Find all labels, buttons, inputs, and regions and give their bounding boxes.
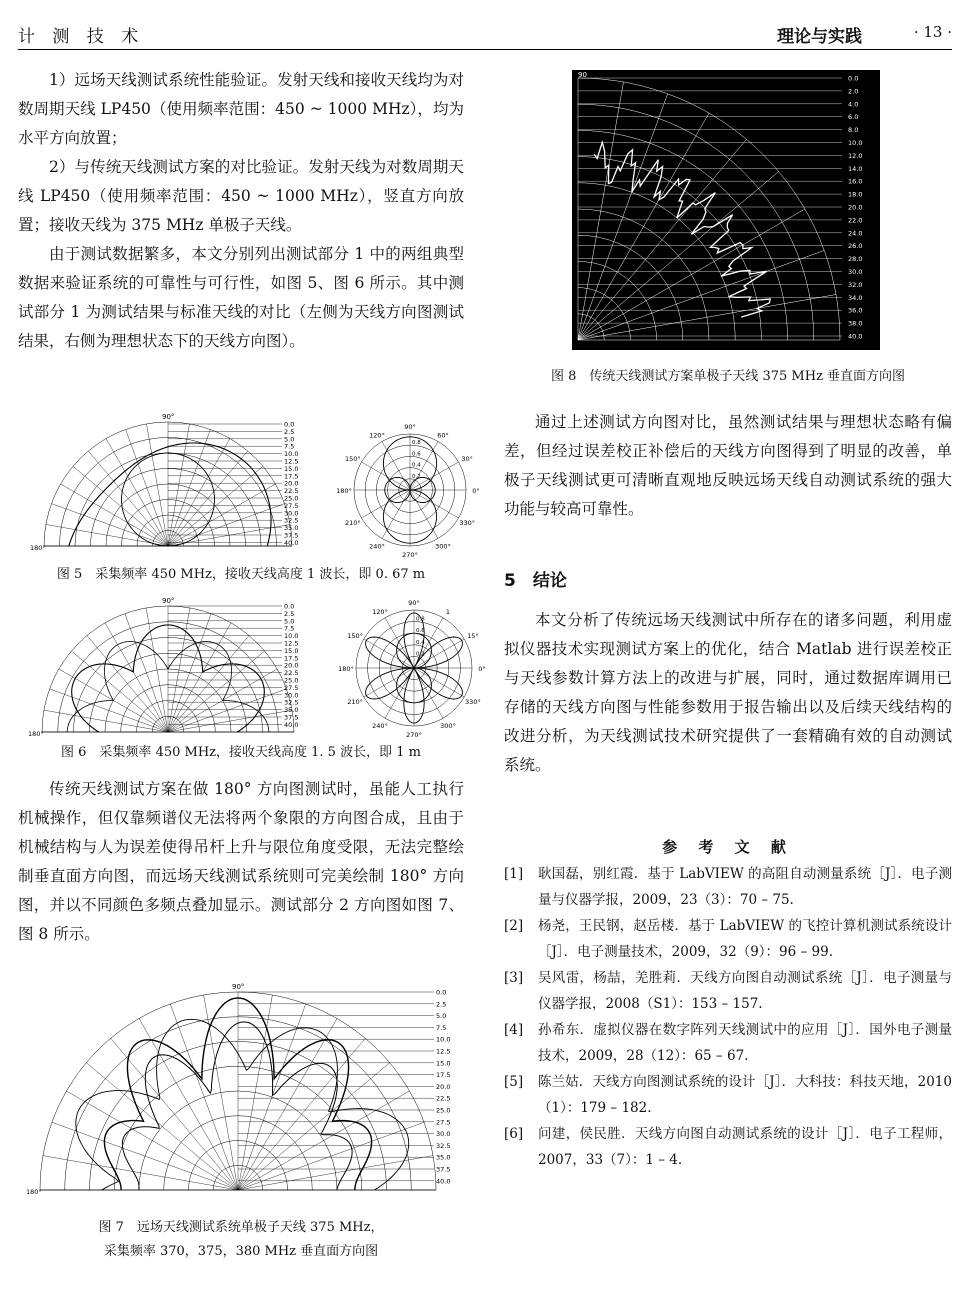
- page-number: · 13 ·: [913, 23, 952, 41]
- reference-number: [2]: [504, 918, 524, 934]
- scale-tick-label: 36.0: [848, 306, 863, 315]
- scale-tick-label: 10.0: [284, 632, 299, 641]
- scale-tick-label: 12.5: [436, 1047, 451, 1056]
- reference-text: 陈兰姑．天线方向图测试系统的设计［J］．大科技：科技天地，2010（1）：179 – 182.: [538, 1074, 952, 1116]
- left-column-top: [18, 66, 464, 356]
- scale-tick-label: 0.0: [284, 602, 295, 611]
- polar-angle-label: 240°: [372, 722, 388, 731]
- scale-tick-label: 20.0: [284, 661, 299, 670]
- scale-tick-label: 12.5: [284, 639, 299, 648]
- scale-tick-label: 40.0: [848, 332, 863, 341]
- angle-label-top: 90°: [162, 413, 175, 421]
- angle-label-left: 180°: [26, 1188, 42, 1196]
- polar-angle-label: 90°: [404, 423, 416, 431]
- polar-radial: [71, 651, 168, 732]
- polar-angle-label: 210°: [345, 519, 361, 527]
- scale-tick-label: 30.0: [848, 268, 863, 276]
- polar-radial: [238, 1122, 424, 1190]
- scale-tick-label: 35.0: [284, 524, 299, 533]
- scale-tick-label: 7.5: [284, 442, 295, 451]
- polar-angle-label: 120°: [369, 431, 385, 440]
- figure-8-plot: [572, 70, 880, 350]
- reference-text: 吴风雷，杨喆，羌胜莉．天线方向图自动测试系统［J］．电子测量与仪器学报，2008（S1）：153 – 157.: [538, 970, 952, 1012]
- reference-text: 问建，侯民胜．天线方向图自动测试系统的设计［J］．电子工程师，2007，33（7）：1 – 4.: [538, 1126, 952, 1168]
- polar-radial: [168, 635, 249, 732]
- polar-radial: [50, 689, 168, 732]
- scale-tick-label: 22.5: [284, 487, 299, 496]
- reference-number: [5]: [504, 1074, 524, 1090]
- polar-angle-label: 60°: [437, 431, 449, 440]
- scale-tick-label: 18.0: [848, 190, 863, 199]
- scale-tick-label: 16.0: [848, 177, 863, 186]
- scale-tick-label: 17.5: [284, 654, 299, 663]
- polar-ring-label: 0.8: [416, 616, 425, 623]
- scale-tick-label: 25.0: [284, 494, 299, 503]
- polar-radial: [111, 1038, 238, 1190]
- polar-angle-label: 330°: [459, 519, 475, 527]
- polar-angle-label: 90°: [408, 599, 420, 607]
- polar-radial: [168, 504, 285, 546]
- polar-radial: [86, 1063, 238, 1190]
- figure-7-caption-line1: 图 7 远场天线测试系统单极子天线 375 MHz，: [98, 1220, 384, 1235]
- angle-label-top: 90°: [162, 597, 175, 605]
- polar-angle-label: 210°: [347, 698, 363, 706]
- reference-number: [6]: [504, 1126, 524, 1142]
- polar-radial: [139, 1019, 238, 1190]
- figure-8: [572, 70, 880, 350]
- polar-ring-label: 0.4: [416, 639, 425, 646]
- scale-tick-label: 40.0: [436, 1177, 451, 1186]
- scale-tick-label: 30.0: [436, 1130, 451, 1139]
- section-5-heading: 5 结论: [504, 571, 567, 591]
- scale-tick-label: 25.0: [436, 1106, 451, 1115]
- scale-tick-label: 26.0: [848, 242, 863, 251]
- scale-tick-label: 0.0: [284, 420, 295, 429]
- scale-tick-label: 6.0: [848, 113, 859, 122]
- reference-number: [1]: [504, 866, 524, 882]
- angle-label-top: 90°: [232, 983, 245, 991]
- scale-tick-label: 0.0: [848, 74, 859, 83]
- scale-tick-label: 10.0: [284, 450, 299, 459]
- polar-radial: [238, 1019, 337, 1190]
- pattern-curve: [122, 1022, 352, 1190]
- angle-label-top: 90: [578, 71, 587, 79]
- scale-tick-label: 12.5: [284, 457, 299, 466]
- scale-tick-label: 0.0: [436, 988, 447, 997]
- reference-item: [504, 862, 952, 913]
- scale-tick-label: 5.0: [284, 617, 295, 626]
- paragraph-data-intro: 由于测试数据繁多，本文分别列出测试部分 1 中的两组典型数据来验证系统的可靠性与可行性，如图 5、图 6 所示。其中测试部分 1 为测试结果与标准天线的对比（左侧为天线方向图测试结果，右侧为理想状态下的天线方向图）。: [18, 245, 464, 350]
- reference-item: [504, 966, 952, 1017]
- scale-tick-label: 40.0: [284, 538, 299, 547]
- polar-radial: [238, 1004, 306, 1190]
- polar-radial: [410, 490, 438, 538]
- paragraph-conclusion: 本文分析了传统远场天线测试中所存在的诸多问题，利用虚拟仪器技术实现测试方案上的优化，结合 Matlab 进行误差校正与天线参数计算方法上的改进与扩展，同时，通过数据库调用已存储的天线方向图与性能参数用于报告输出以及后续天线结构的改进分析，为天线测试技术研究提供了一套精确有效的自动测试系统。: [504, 611, 952, 774]
- polar-radial: [67, 1091, 238, 1190]
- scale-tick-label: 28.0: [848, 255, 863, 264]
- right-column-para5: [504, 408, 952, 524]
- scale-tick-label: 32.5: [284, 516, 299, 525]
- polar-ring-label: 0.4: [412, 462, 421, 469]
- angle-label-left: 180°: [28, 730, 44, 738]
- polar-ring-label: 0.2: [416, 651, 425, 658]
- scale-tick-label: 30.0: [284, 691, 299, 700]
- polar-angle-label: 30°: [461, 455, 473, 463]
- polar-radial: [43, 1156, 238, 1190]
- polar-radial: [238, 995, 272, 1190]
- scale-tick-label: 14.0: [848, 164, 863, 173]
- scale-tick-label: 37.5: [284, 531, 299, 540]
- references-title: 参 考 文 献: [662, 838, 794, 856]
- polar-angle-label: 150°: [345, 455, 361, 463]
- polar-radial: [87, 635, 168, 732]
- scale-tick-label: 37.5: [284, 713, 299, 722]
- scale-tick-label: 4.0: [848, 100, 859, 109]
- scale-tick-label: 32.5: [284, 698, 299, 707]
- reference-item: [504, 914, 952, 965]
- section-name: 理论与实践: [777, 27, 862, 47]
- polar-angle-label: 15°: [467, 632, 479, 640]
- reference-text: 耿国磊，别红霞．基于 LabVIEW 的高阻自动测量系统［J］．电子测量与仪器学报，2009，23（3）：70 – 75.: [538, 866, 952, 908]
- polar-angle-label: 0°: [472, 487, 480, 495]
- scale-tick-label: 27.5: [284, 501, 299, 510]
- reference-number: [4]: [504, 1022, 524, 1038]
- polar-radial: [52, 1122, 238, 1190]
- scale-tick-label: 22.5: [436, 1094, 451, 1103]
- polar-angle-label: 330°: [465, 698, 481, 706]
- scale-tick-label: 5.0: [284, 435, 295, 444]
- polar-angle-label: 1: [445, 607, 451, 616]
- figure-7: [18, 983, 464, 1198]
- scale-tick-label: 38.0: [848, 319, 863, 328]
- scale-tick-label: 34.0: [848, 293, 863, 302]
- scale-tick-label: 35.0: [436, 1153, 451, 1162]
- scale-tick-label: 15.0: [436, 1059, 451, 1068]
- polar-angle-label: 300°: [440, 722, 456, 731]
- scale-tick-label: 2.0: [848, 87, 859, 96]
- polar-radial: [382, 442, 410, 490]
- polar-angle-label: 270°: [406, 731, 422, 739]
- scale-tick-label: 5.0: [436, 1012, 447, 1021]
- scale-tick-label: 40.0: [284, 720, 299, 729]
- scale-tick-label: 10.0: [436, 1035, 451, 1044]
- scale-tick-label: 7.5: [436, 1023, 447, 1032]
- scale-tick-label: 20.0: [848, 203, 863, 212]
- left-column-bottom: [18, 775, 464, 949]
- figure-6-plot: [18, 597, 486, 740]
- polar-angle-label: 270°: [402, 551, 418, 559]
- figure-7-caption-line2: 采集频率 370，375，380 MHz 垂直面方向图: [103, 1244, 379, 1259]
- polar-radial: [382, 490, 410, 538]
- angle-label-left: 180°: [30, 544, 46, 552]
- figure-5-caption: 图 5 采集频率 450 MHz，接收天线高度 1 波长，即 0. 67 m: [56, 567, 426, 582]
- scale-tick-label: 2.5: [436, 1000, 447, 1009]
- scale-tick-label: 20.0: [436, 1082, 451, 1091]
- scale-tick-label: 27.5: [284, 683, 299, 692]
- polar-ring-label: 0.8: [412, 440, 421, 447]
- reference-item: [504, 1070, 952, 1121]
- references-list: [504, 862, 952, 1174]
- reference-number: [3]: [504, 970, 524, 986]
- polar-radial: [51, 504, 168, 546]
- polar-angle-label: 150°: [347, 632, 363, 640]
- scale-tick-label: 22.0: [848, 216, 863, 225]
- polar-radial: [125, 614, 168, 732]
- polar-angle-label: 240°: [369, 542, 385, 551]
- scale-tick-label: 17.5: [436, 1071, 451, 1080]
- polar-ring-label: 0.2: [412, 473, 421, 480]
- figure-5-plot: [18, 413, 480, 562]
- polar-angle-label: 300°: [435, 542, 451, 551]
- scale-tick-label: 12.0: [848, 151, 863, 160]
- scale-tick-label: 27.5: [436, 1118, 451, 1127]
- scale-tick-label: 10.0: [848, 139, 863, 147]
- scale-tick-label: 24.0: [848, 229, 863, 238]
- polar-ring-label: 0.6: [416, 628, 425, 635]
- reference-item: [504, 1018, 952, 1069]
- polar-ring-label: 0.6: [412, 451, 421, 458]
- scale-tick-label: 37.5: [436, 1165, 451, 1174]
- figure-6: [18, 597, 486, 740]
- running-header: [18, 18, 952, 50]
- figure-8-caption: 图 8 传统天线测试方案单极子天线 375 MHz 垂直面方向图: [550, 369, 906, 384]
- scale-tick-label: 22.5: [284, 669, 299, 678]
- polar-radial: [88, 451, 168, 546]
- figure-5: [18, 413, 480, 562]
- figure-7-plot: [18, 983, 464, 1198]
- polar-radial: [238, 1091, 409, 1190]
- polar-radial: [238, 1038, 365, 1190]
- scale-tick-label: 2.5: [284, 609, 295, 618]
- polar-radial: [168, 689, 286, 732]
- polar-radial: [168, 451, 248, 546]
- polar-radial: [168, 466, 263, 546]
- figure-7-caption: [18, 1216, 464, 1264]
- reference-text: 杨尧，王民钢，赵岳楼．基于 LabVIEW 的飞控计算机测试系统设计［J］．电子测量技术，2009，32（9）：96 – 99.: [538, 918, 952, 960]
- reference-item: [504, 1122, 952, 1173]
- polar-angle-label: 120°: [372, 607, 388, 616]
- scale-tick-label: 20.0: [284, 479, 299, 488]
- figure-6-caption: 图 6 采集频率 450 MHz，接收天线高度 1. 5 波长，即 1 m: [61, 745, 421, 760]
- scale-tick-label: 30.0: [284, 509, 299, 518]
- list-item-2: 2）与传统天线测试方案的对比验证。发射天线为对数周期天线 LP450（使用频率范围：450 ~ 1000 MHz），竖直方向放置；接收天线为 375 MHz 单极子天线。: [18, 158, 464, 234]
- scale-tick-label: 8.0: [848, 126, 859, 135]
- scale-tick-label: 32.0: [848, 280, 863, 289]
- polar-radial: [168, 651, 265, 732]
- polar-angle-label: 180°: [338, 665, 354, 673]
- right-column-para6: [504, 606, 952, 780]
- scale-tick-label: 17.5: [284, 472, 299, 481]
- paragraph-traditional: 传统天线测试方案在做 180° 方向图测试时，虽能人工执行机械操作，但仅靠频谱仪无法将两个象限的方向图合成，且由于机械结构与人为误差使得吊杆上升与限位角度受限，无法完整绘制垂直面方向图，而远场天线测试系统则可完美绘制 180° 方向图，并以不同颜色多频点叠加显示。测试部分 2 方向图如图 7、图 8 所示。: [18, 780, 464, 943]
- polar-radial: [73, 466, 168, 546]
- polar-angle-label: 0°: [478, 665, 486, 673]
- reference-text: 孙希东．虚拟仪器在数字阵列天线测试中的应用［J］．国外电子测量技术，2009，28（12）：65 – 67.: [538, 1022, 952, 1064]
- scale-tick-label: 15.0: [284, 646, 299, 655]
- list-item-1: 1）远场天线测试系统性能验证。发射天线和接收天线均为对数周期天线 LP450（使用频率范围：450 ~ 1000 MHz），均为水平方向放置；: [18, 71, 464, 147]
- scale-tick-label: 32.5: [436, 1141, 451, 1150]
- polar-angle-label: 180°: [336, 487, 352, 495]
- scale-tick-label: 7.5: [284, 624, 295, 633]
- scale-tick-label: 25.0: [284, 676, 299, 685]
- scale-tick-label: 15.0: [284, 464, 299, 473]
- journal-name: 计 测 技 术: [18, 27, 145, 47]
- scale-tick-label: 2.5: [284, 427, 295, 436]
- paragraph-comparison: 通过上述测试方向图对比，虽然测试结果与理想状态略有偏差，但经过误差校正补偿后的天线方向图得到了明显的改善，单极子天线测试更可清晰直观地反映远场天线自动测试系统的强大功能与较高可靠性。: [504, 413, 952, 518]
- scale-tick-label: 35.0: [284, 706, 299, 715]
- pattern-curve: [76, 1019, 409, 1190]
- polar-radial: [238, 1063, 390, 1190]
